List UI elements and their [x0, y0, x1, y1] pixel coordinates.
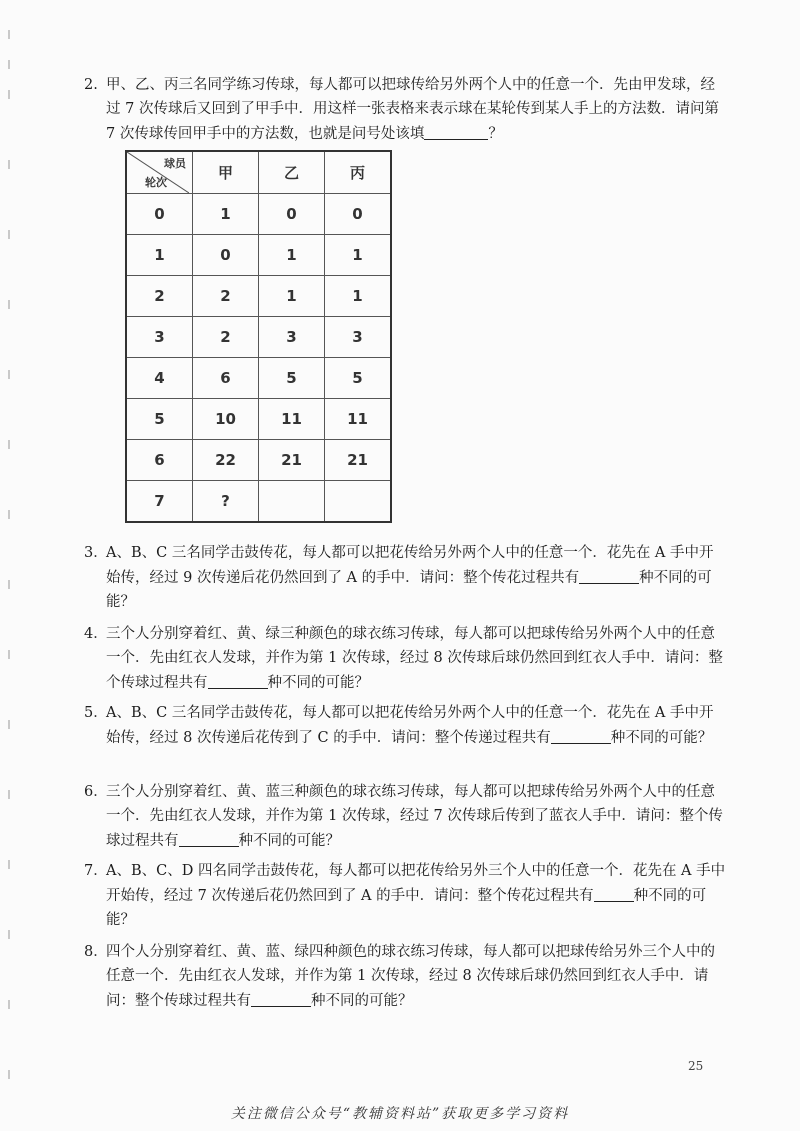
table-cell: 0: [259, 194, 325, 235]
table-cell: 1: [325, 235, 392, 276]
relay-table: [125, 150, 392, 523]
table-row: [126, 317, 391, 358]
problem-text: [88, 73, 728, 146]
table-cell: 2: [193, 317, 259, 358]
problem-text: [88, 622, 728, 695]
problem-3: [84, 541, 728, 614]
problem-6: [84, 780, 728, 853]
table-row: [126, 235, 391, 276]
column-axis-label: 球员: [164, 157, 186, 170]
table-row: [126, 358, 391, 399]
problem-4: [84, 622, 728, 695]
table-row: [126, 276, 391, 317]
table-cell: 3: [259, 317, 325, 358]
problem-text-after: ？: [488, 126, 503, 142]
table-cell: 0: [193, 235, 259, 276]
problem-text-after: 种不同的可能？: [311, 993, 413, 1009]
problem-text-after: 种不同的可能？: [238, 833, 340, 849]
problem-number: 7．: [84, 863, 108, 879]
answer-blank[interactable]: [251, 988, 311, 1007]
problem-text-after: 种不同的可能？: [267, 675, 369, 691]
answer-blank[interactable]: [579, 565, 639, 584]
binding-margin: [8, 30, 14, 1090]
table-cell: 5: [259, 358, 325, 399]
problem-text-before: 三个人分别穿着红、黄、蓝三种颜色的球衣练习传球，每人都可以把球传给另外两个人中的任意一个．先由红衣人发球，并作为第 1 次传球，经过 7 次传球后传到了蓝衣人手中．请问：整个传球过程共有: [106, 784, 723, 849]
table-cell: 5: [126, 399, 193, 440]
problem-5: [84, 701, 728, 750]
table-row: [126, 440, 391, 481]
table-cell: 0: [126, 194, 193, 235]
problem-number: 8．: [84, 944, 108, 960]
problem-text-before: A、B、C 三名同学击鼓传花，每人都可以把花传给另外两个人中的任意一个．花先在 A 手中开始传，经过 9 次传递后花仍然回到了 A 的手中．请问：整个传花过程共有: [106, 545, 714, 586]
table-cell: 10: [193, 399, 259, 440]
problem-text: [88, 541, 728, 614]
table-cell: 2: [126, 276, 193, 317]
problem-number: 6．: [84, 784, 108, 800]
table-cell: 6: [126, 440, 193, 481]
table-row: [126, 481, 391, 523]
problem-text-before: A、B、C、D 四名同学击鼓传花，每人都可以把花传给另外三个人中的任意一个．花先在 A 手中开始传，经过 7 次传递后花仍然回到了 A 的手中．请问：整个传花过程共有: [106, 863, 726, 904]
table-cell: 1: [193, 194, 259, 235]
table-row: [126, 399, 391, 440]
table-cell: ?: [193, 481, 259, 523]
row-axis-label: 轮次: [145, 176, 167, 189]
problem-text-before: 四个人分别穿着红、黄、蓝、绿四种颜色的球衣练习传球，每人都可以把球传给另外三个人中的任意一个．先由红衣人发球，并作为第 1 次传球，经过 8 次传球后球仍然回到红衣人手中．请问：整个传球过程共有: [106, 944, 715, 1009]
problem-text-before: 三个人分别穿着红、黄、绿三种颜色的球衣练习传球，每人都可以把球传给另外两个人中的任意一个．先由红衣人发球，并作为第 1 次传球，经过 8 次传球后球仍然回到红衣人手中．请问：整个传球过程共有: [106, 626, 723, 691]
problem-text: [88, 859, 728, 932]
problem-text-after: 种不同的可能？: [106, 888, 707, 928]
table-cell: 1: [126, 235, 193, 276]
answer-blank[interactable]: [208, 670, 268, 689]
problem-text-before: A、B、C 三名同学击鼓传花，每人都可以把花传给另外两个人中的任意一个．花先在 A 手中开始传，经过 8 次传递后花传到了 C 的手中．请问：整个传递过程共有: [106, 705, 714, 746]
problem-number: 4．: [84, 626, 108, 642]
problem-text-after: 种不同的可能？: [106, 570, 712, 610]
answer-blank[interactable]: [551, 725, 611, 744]
column-header: 乙: [259, 151, 325, 194]
footer-note: 关注微信公众号“教辅资料站”获取更多学习资料: [230, 1106, 570, 1122]
answer-blank[interactable]: [424, 121, 488, 140]
problem-text: [88, 701, 728, 750]
table-cell: 7: [126, 481, 193, 523]
table-cell: 1: [259, 276, 325, 317]
table-cell: 2: [193, 276, 259, 317]
table-cell: [259, 481, 325, 523]
problem-number: 2.: [84, 77, 98, 93]
table-cell: 5: [325, 358, 392, 399]
table-cell: 21: [259, 440, 325, 481]
problem-text: [88, 780, 728, 853]
problem-text-before: 甲、乙、丙三名同学练习传球，每人都可以把球传给另外两个人中的任意一个．先由甲发球，经过 7 次传球后又回到了甲手中．用这样一张表格来表示球在某轮传到某人手上的方法数．请问第 7 次传球传回甲手中的方法数，也就是问号处该填: [106, 77, 719, 142]
column-header: 丙: [325, 151, 392, 194]
table-cell: [325, 481, 392, 523]
table-corner-cell: [126, 151, 193, 194]
table-cell: 3: [325, 317, 392, 358]
table-cell: 6: [193, 358, 259, 399]
problem-text: [88, 940, 728, 1013]
column-header: 甲: [193, 151, 259, 194]
problem-number: 5．: [84, 705, 108, 721]
table-cell: 4: [126, 358, 193, 399]
answer-blank[interactable]: [594, 883, 634, 902]
table-cell: 11: [325, 399, 392, 440]
table-cell: 3: [126, 317, 193, 358]
table-cell: 1: [259, 235, 325, 276]
table-cell: 11: [259, 399, 325, 440]
table-cell: 22: [193, 440, 259, 481]
problem-text-after: 种不同的可能？: [610, 730, 713, 746]
page-number: 25: [688, 1059, 704, 1073]
problem-2: [84, 73, 728, 146]
table-header-row: [126, 151, 391, 194]
problem-7: [84, 859, 728, 932]
answer-blank[interactable]: [179, 828, 239, 847]
table-row: [126, 194, 391, 235]
table-cell: 0: [325, 194, 392, 235]
table-cell: 21: [325, 440, 392, 481]
problem-number: 3．: [84, 545, 108, 561]
problem-8: [84, 940, 728, 1013]
table-cell: 1: [325, 276, 392, 317]
